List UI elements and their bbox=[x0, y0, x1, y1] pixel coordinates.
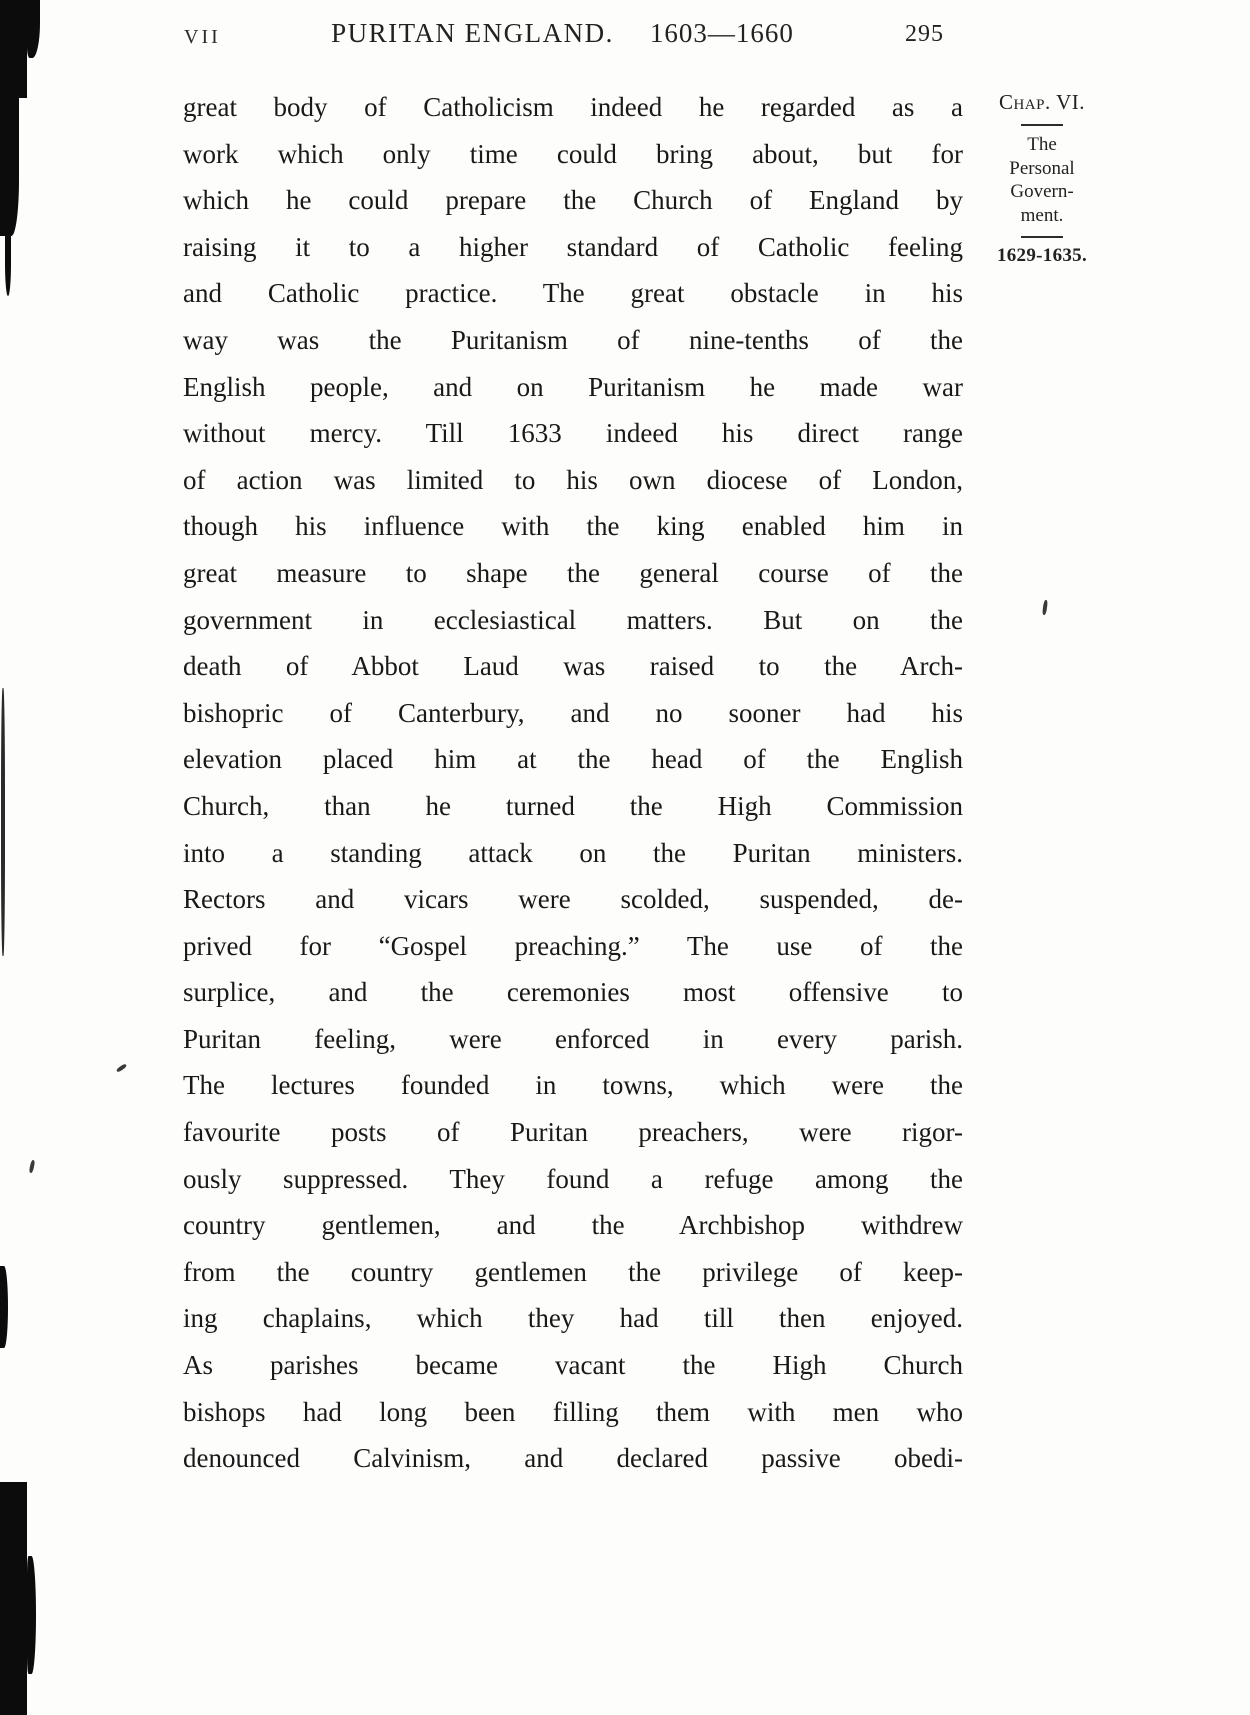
body-text-line: bishops had long been filling them with men who bbox=[183, 1396, 963, 1427]
body-text-line: raising it to a higher standard of Catholic feeling bbox=[183, 231, 963, 262]
body-text-line: without mercy. Till 1633 indeed his direct range bbox=[183, 418, 963, 449]
body-text-line: into a standing attack on the Puritan ministers. bbox=[183, 837, 963, 868]
body-text-line: English people, and on Puritanism he made war bbox=[183, 371, 963, 402]
body-text-line: great body of Catholicism indeed he regarded as a bbox=[183, 92, 963, 122]
margin-note-line: Personal bbox=[1009, 157, 1075, 179]
page-number: 295 bbox=[905, 21, 944, 47]
scan-artifact bbox=[0, 96, 19, 236]
scan-artifact bbox=[27, 1556, 36, 1674]
scan-artifact bbox=[0, 1482, 27, 1715]
body-text-line: work which only time could bring about, but for bbox=[183, 138, 963, 169]
body-text-line: death of Abbot Laud was raised to the Arch- bbox=[183, 651, 963, 682]
body-text-line: denounced Calvinism, and declared passive obedi- bbox=[183, 1443, 963, 1474]
body-text-line: bishopric of Canterbury, and no sooner had his bbox=[183, 697, 963, 728]
margin-notes bbox=[976, 90, 1108, 267]
chapter-roman-numeral: VII bbox=[184, 26, 221, 48]
scan-speck bbox=[29, 1160, 36, 1174]
body-text-line: great measure to shape the general course of the bbox=[183, 557, 963, 588]
body-text bbox=[183, 84, 963, 1482]
body-text-line: though his influence with the king enabled him in bbox=[183, 511, 963, 542]
body-text-line: ously suppressed. They found a refuge among the bbox=[183, 1163, 963, 1194]
scan-artifact bbox=[0, 1266, 8, 1348]
body-text-line: government in ecclesiastical matters. But on the bbox=[183, 604, 963, 635]
body-text-line: As parishes became vacant the High Church bbox=[183, 1350, 963, 1381]
margin-note-line: The bbox=[1027, 134, 1057, 155]
body-text-line: Puritan feeling, were enforced in every parish. bbox=[183, 1023, 963, 1054]
body-text-line: and Catholic practice. The great obstacle in his bbox=[183, 278, 963, 309]
running-header bbox=[0, 18, 1250, 54]
body-text-line: Rectors and vicars were scolded, suspended, de- bbox=[183, 884, 963, 915]
margin-rule bbox=[1021, 124, 1063, 126]
margin-date-note: 1629-1635. bbox=[996, 245, 1088, 266]
header-years: 1603—1660 bbox=[649, 18, 794, 48]
margin-note-line: ment. bbox=[1020, 204, 1064, 226]
margin-rule bbox=[1021, 236, 1063, 238]
body-text-line: ing chaplains, which they had till then enjoyed. bbox=[183, 1303, 963, 1334]
scan-speck bbox=[116, 1063, 127, 1073]
body-text-line: way was the Puritanism of nine-tenths of the bbox=[183, 324, 963, 355]
body-text-line: surplice, and the ceremonies most offensive to bbox=[183, 977, 963, 1008]
body-text-line: of action was limited to his own diocese of London, bbox=[183, 464, 963, 495]
margin-note-line: Govern- bbox=[1010, 181, 1074, 202]
body-text-line: favourite posts of Puritan preachers, were rigor- bbox=[183, 1117, 963, 1148]
scan-speck bbox=[1042, 600, 1048, 615]
body-text-line: which he could prepare the Church of England by bbox=[183, 185, 963, 216]
margin-chapter-note: Chap. VI. bbox=[998, 90, 1086, 114]
body-text-line: from the country gentlemen the privilege of keep- bbox=[183, 1256, 963, 1287]
body-text-line: Church, than he turned the High Commission bbox=[183, 790, 963, 821]
header-title-group bbox=[275, 18, 850, 49]
book-title: PURITAN ENGLAND. bbox=[331, 18, 614, 48]
margin-note-lines bbox=[976, 133, 1108, 227]
scan-artifact bbox=[5, 232, 11, 296]
body-text-line: The lectures founded in towns, which were the bbox=[183, 1070, 963, 1101]
body-text-line: elevation placed him at the head of the English bbox=[183, 744, 963, 775]
body-text-line: country gentlemen, and the Archbishop withdrew bbox=[183, 1210, 963, 1241]
scan-artifact bbox=[1, 688, 5, 956]
body-text-line: prived for “Gospel preaching.” The use of the bbox=[183, 930, 963, 961]
